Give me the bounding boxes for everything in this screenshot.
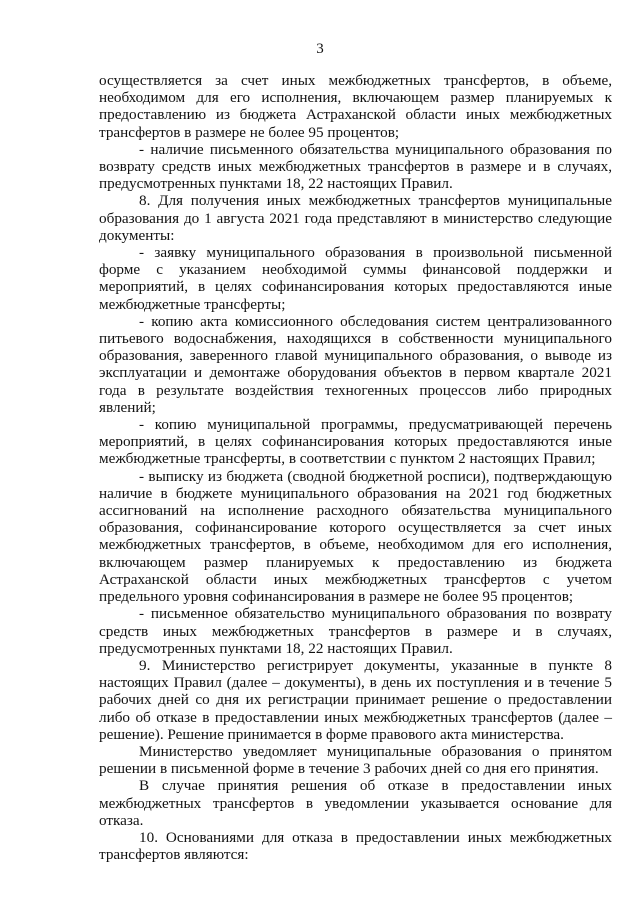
paragraph-budget-extract: - выписку из бюджета (сводной бюджетной росписи), подтверждающую наличие в бюджете муниципального образования на 2021 год бюджетных ассигнований на исполнение расходного обязательства муниципального образования, софинансирование которого осуществляется за счет иных межбюджетных трансфертов, в объеме, необходимом для его исполнения, включающем размер планируемых к предоставлению из бюджета Астраханской области иных межбюджетных трансфертов с учетом предельного уровня софинансирования в размере не более 95 процентов; bbox=[99, 467, 612, 606]
paragraph-item-10: 10. Основаниями для отказа в предоставлении иных межбюджетных трансфертов являются: bbox=[99, 828, 612, 864]
paragraph-municipal-program: - копию муниципальной программы, предусматривающей перечень мероприятий, в целях софинансирования которых предоставляются иные межбюджетные трансферты, в соответствии с пунктом 2 настоящих Правил; bbox=[99, 416, 612, 468]
paragraph-item-9: 9. Министерство регистрирует документы, указанные в пункте 8 настоящих Правил (далее – документы), в день их поступления и в течение 5 рабочих дней со дня их регистрации принимает решение о предоставлении либо об отказе в предоставлении иных межбюджетных трансфертов (далее – решение). Решение принимается в форме правового акта министерства. bbox=[99, 656, 612, 743]
paragraph-item-8: 8. Для получения иных межбюджетных трансфертов муниципальные образования до 1 августа 2021 года представляют в министерство следующие документы: bbox=[99, 192, 612, 244]
paragraph-repayment-obligation: - наличие письменного обязательства муниципального образования по возврату средств иных межбюджетных трансфертов в размере и в случаях, предусмотренных пунктами 18, 22 настоящих Правил. bbox=[99, 140, 612, 193]
paragraph-inspection-act: - копию акта комиссионного обследования систем централизованного питьевого водоснабжения, находящихся в собственности муниципального образования, заверенного главой муниципального образования, о выводе из эксплуатации и демонтаже оборудования объектов в первом квартале 2021 года в результате воздействия техногенных процессов либо природных явлений; bbox=[99, 312, 612, 416]
paragraph-refusal-reason: В случае принятия решения об отказе в предоставлении иных межбюджетных трансфертов в уведомлении указывается основание для отказа. bbox=[99, 777, 612, 829]
paragraph-application: - заявку муниципального образования в произвольной письменной форме с указанием необходимой суммы финансовой поддержки и мероприятий, в целях софинансирования которых предоставляются иные межбюджетные трансферты; bbox=[99, 244, 612, 313]
document-body bbox=[99, 72, 612, 863]
page-number: 3 bbox=[316, 41, 324, 57]
paragraph-continuation: осуществляется за счет иных межбюджетных трансфертов, в объеме, необходимом для его исполнения, включающем размер планируемых к предоставлению из бюджета Астраханской области иных межбюджетных трансфертов в размере не более 95 процентов; bbox=[99, 72, 612, 141]
paragraph-written-obligation: - письменное обязательство муниципального образования по возврату средств иных межбюджетных трансфертов в размере и в случаях, предусмотренных пунктами 18, 22 настоящих Правил. bbox=[99, 605, 612, 657]
paragraph-notification: Министерство уведомляет муниципальные образования о принятом решении в письменной форме в течение 3 рабочих дней со дня его принятия. bbox=[99, 742, 612, 778]
